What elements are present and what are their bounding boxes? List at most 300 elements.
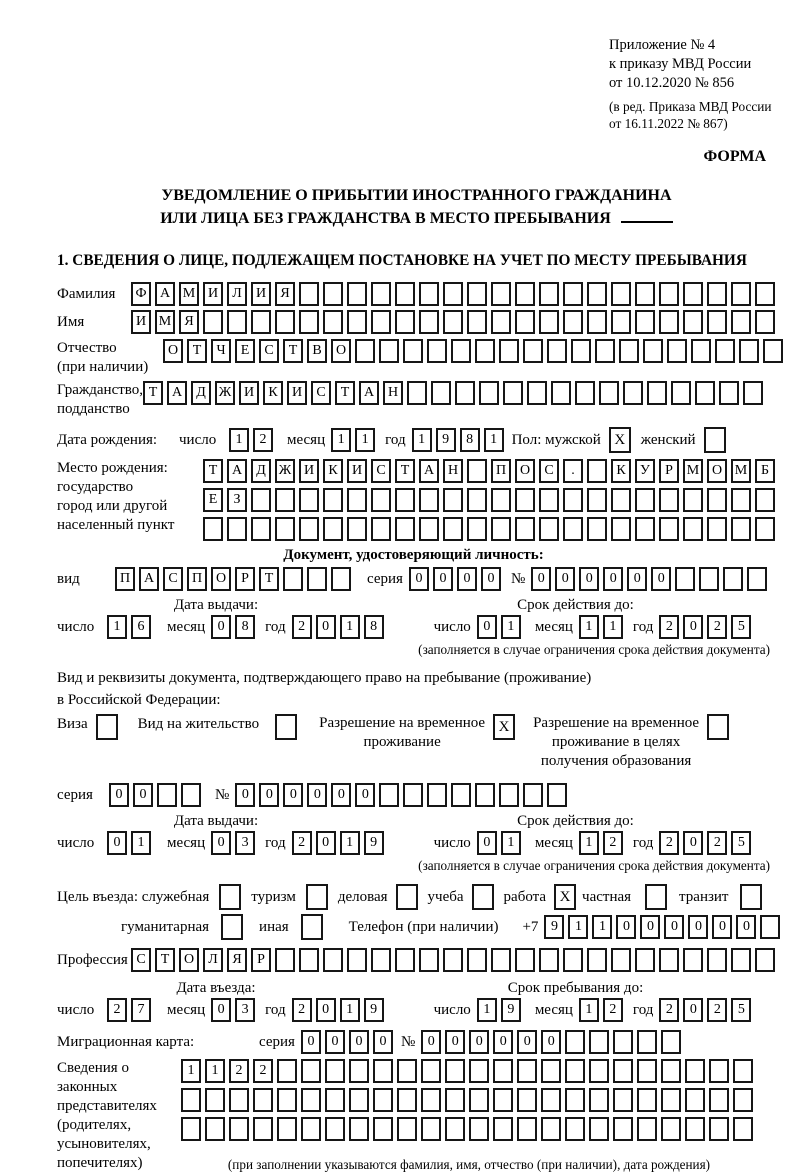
doc-issue-day-box[interactable]: 6 (131, 615, 151, 639)
doc-type-box[interactable]: П (115, 567, 135, 591)
patronymic-box[interactable]: С (259, 339, 279, 363)
surname-box[interactable] (299, 282, 319, 306)
surname-box[interactable] (683, 282, 703, 306)
firstname-box[interactable] (395, 310, 415, 334)
guardians-box[interactable] (637, 1088, 657, 1112)
birthplace-box[interactable] (251, 517, 271, 541)
birthplace-box[interactable]: А (419, 459, 439, 483)
resid-valid-year-box[interactable]: 5 (731, 831, 751, 855)
patronymic-box[interactable] (547, 339, 567, 363)
firstname-box[interactable] (611, 310, 631, 334)
doc-valid-day-box[interactable]: 1 (501, 615, 521, 639)
guardians-box[interactable] (301, 1117, 321, 1141)
birthplace-box[interactable] (539, 488, 559, 512)
purpose-humanitarian-checkbox[interactable] (221, 914, 243, 940)
birthplace-box[interactable]: Т (395, 459, 415, 483)
guardians-box[interactable] (445, 1088, 465, 1112)
citizenship-box[interactable] (599, 381, 619, 405)
guardians-box[interactable] (517, 1088, 537, 1112)
patronymic-box[interactable] (763, 339, 783, 363)
firstname-box[interactable] (275, 310, 295, 334)
patronymic-box[interactable] (571, 339, 591, 363)
profession-box[interactable] (683, 948, 703, 972)
firstname-box[interactable]: М (155, 310, 175, 334)
resid-valid-month-box[interactable]: 1 (579, 831, 599, 855)
firstname-box[interactable] (419, 310, 439, 334)
citizenship-box[interactable] (407, 381, 427, 405)
guardians-box[interactable] (253, 1088, 273, 1112)
citizenship-box[interactable]: С (311, 381, 331, 405)
migration-number-box[interactable] (589, 1030, 609, 1054)
doc-valid-year-box[interactable]: 0 (683, 615, 703, 639)
birthplace-box[interactable] (611, 517, 631, 541)
surname-box[interactable] (371, 282, 391, 306)
migration-number-box[interactable] (565, 1030, 585, 1054)
doc-number-box[interactable]: 0 (651, 567, 671, 591)
birthplace-box[interactable] (587, 488, 607, 512)
doc-valid-month-box[interactable]: 1 (579, 615, 599, 639)
doc-number-box[interactable]: 0 (531, 567, 551, 591)
guardians-box[interactable] (709, 1088, 729, 1112)
guardians-box[interactable] (229, 1088, 249, 1112)
guardians-box[interactable]: 2 (229, 1059, 249, 1083)
birthplace-box[interactable]: Б (755, 459, 775, 483)
birthplace-box[interactable] (563, 488, 583, 512)
guardians-box[interactable] (661, 1059, 681, 1083)
firstname-box[interactable] (371, 310, 391, 334)
firstname-box[interactable] (587, 310, 607, 334)
guardians-box[interactable] (565, 1059, 585, 1083)
migration-number-box[interactable]: 0 (445, 1030, 465, 1054)
patronymic-box[interactable] (619, 339, 639, 363)
birthplace-box[interactable] (443, 517, 463, 541)
profession-box[interactable] (467, 948, 487, 972)
resid-series-box[interactable] (157, 783, 177, 807)
profession-box[interactable] (611, 948, 631, 972)
profession-box[interactable] (419, 948, 439, 972)
guardians-box[interactable] (373, 1117, 393, 1141)
patronymic-box[interactable] (379, 339, 399, 363)
guardians-box[interactable] (733, 1117, 753, 1141)
guardians-box[interactable] (613, 1059, 633, 1083)
citizenship-box[interactable]: Т (335, 381, 355, 405)
migration-series-box[interactable]: 0 (349, 1030, 369, 1054)
birthplace-box[interactable] (371, 488, 391, 512)
phone-box[interactable]: 0 (640, 915, 660, 939)
doc-issue-day-box[interactable]: 1 (107, 615, 127, 639)
guardians-box[interactable] (469, 1117, 489, 1141)
birthplace-box[interactable]: О (707, 459, 727, 483)
guardians-box[interactable] (517, 1117, 537, 1141)
guardians-box[interactable] (397, 1059, 417, 1083)
surname-box[interactable]: Я (275, 282, 295, 306)
birthplace-box[interactable] (587, 517, 607, 541)
phone-box[interactable]: 0 (712, 915, 732, 939)
birthplace-box[interactable]: С (371, 459, 391, 483)
patronymic-box[interactable]: Т (283, 339, 303, 363)
birthplace-box[interactable]: З (227, 488, 247, 512)
birthplace-box[interactable] (635, 517, 655, 541)
temp-residence-education-checkbox[interactable] (707, 714, 729, 740)
firstname-box[interactable] (707, 310, 727, 334)
profession-box[interactable] (731, 948, 751, 972)
doc-type-box[interactable]: Р (235, 567, 255, 591)
birthplace-box[interactable] (203, 517, 223, 541)
guardians-box[interactable] (397, 1088, 417, 1112)
doc-type-box[interactable]: Т (259, 567, 279, 591)
doc-series-box[interactable]: 0 (409, 567, 429, 591)
stay-year-box[interactable]: 2 (659, 998, 679, 1022)
phone-box[interactable]: 0 (616, 915, 636, 939)
surname-box[interactable] (419, 282, 439, 306)
birthplace-box[interactable] (755, 488, 775, 512)
firstname-box[interactable] (347, 310, 367, 334)
firstname-box[interactable] (227, 310, 247, 334)
citizenship-box[interactable] (575, 381, 595, 405)
surname-box[interactable] (635, 282, 655, 306)
patronymic-box[interactable] (499, 339, 519, 363)
guardians-box[interactable] (205, 1088, 225, 1112)
profession-box[interactable] (563, 948, 583, 972)
birth-year-box[interactable]: 8 (460, 428, 480, 452)
migration-series-box[interactable]: 0 (373, 1030, 393, 1054)
birthplace-box[interactable] (251, 488, 271, 512)
doc-valid-month-box[interactable]: 1 (603, 615, 623, 639)
entry-day-box[interactable]: 7 (131, 998, 151, 1022)
doc-type-box[interactable] (307, 567, 327, 591)
doc-issue-year-box[interactable]: 8 (364, 615, 384, 639)
doc-valid-year-box[interactable]: 2 (659, 615, 679, 639)
birthplace-box[interactable]: М (683, 459, 703, 483)
firstname-box[interactable] (491, 310, 511, 334)
citizenship-box[interactable] (527, 381, 547, 405)
guardians-box[interactable] (421, 1088, 441, 1112)
guardians-box[interactable] (685, 1117, 705, 1141)
guardians-box[interactable] (253, 1117, 273, 1141)
citizenship-box[interactable]: Н (383, 381, 403, 405)
guardians-box[interactable] (181, 1088, 201, 1112)
doc-number-box[interactable] (747, 567, 767, 591)
doc-series-box[interactable]: 0 (433, 567, 453, 591)
birthplace-box[interactable]: Д (251, 459, 271, 483)
surname-box[interactable]: А (155, 282, 175, 306)
resid-series-box[interactable]: 0 (109, 783, 129, 807)
guardians-box[interactable] (493, 1059, 513, 1083)
guardians-box[interactable]: 2 (253, 1059, 273, 1083)
patronymic-box[interactable] (643, 339, 663, 363)
phone-box[interactable]: 1 (568, 915, 588, 939)
citizenship-box[interactable] (671, 381, 691, 405)
citizenship-box[interactable]: Т (143, 381, 163, 405)
birthplace-box[interactable]: С (539, 459, 559, 483)
firstname-box[interactable] (683, 310, 703, 334)
guardians-box[interactable] (349, 1088, 369, 1112)
firstname-box[interactable] (251, 310, 271, 334)
citizenship-box[interactable]: Д (191, 381, 211, 405)
stay-day-box[interactable]: 9 (501, 998, 521, 1022)
profession-box[interactable] (707, 948, 727, 972)
resid-number-box[interactable] (379, 783, 399, 807)
phone-box[interactable]: 0 (664, 915, 684, 939)
surname-box[interactable] (587, 282, 607, 306)
profession-box[interactable] (371, 948, 391, 972)
birthplace-box[interactable] (491, 517, 511, 541)
doc-series-box[interactable]: 0 (481, 567, 501, 591)
guardians-box[interactable] (565, 1117, 585, 1141)
patronymic-box[interactable]: О (163, 339, 183, 363)
guardians-box[interactable] (541, 1088, 561, 1112)
profession-box[interactable] (515, 948, 535, 972)
guardians-box[interactable] (349, 1117, 369, 1141)
profession-box[interactable] (443, 948, 463, 972)
doc-type-box[interactable]: С (163, 567, 183, 591)
guardians-box[interactable] (181, 1117, 201, 1141)
patronymic-box[interactable] (451, 339, 471, 363)
migration-number-box[interactable] (637, 1030, 657, 1054)
migration-number-box[interactable]: 0 (493, 1030, 513, 1054)
doc-number-box[interactable]: 0 (627, 567, 647, 591)
birthplace-box[interactable] (395, 488, 415, 512)
guardians-box[interactable] (421, 1059, 441, 1083)
guardians-box[interactable]: 1 (181, 1059, 201, 1083)
resid-number-box[interactable]: 0 (235, 783, 255, 807)
patronymic-box[interactable]: Е (235, 339, 255, 363)
birthplace-box[interactable] (563, 517, 583, 541)
guardians-box[interactable] (301, 1088, 321, 1112)
doc-type-box[interactable] (331, 567, 351, 591)
firstname-box[interactable] (635, 310, 655, 334)
guardians-box[interactable]: 1 (205, 1059, 225, 1083)
profession-box[interactable]: Т (155, 948, 175, 972)
citizenship-box[interactable] (431, 381, 451, 405)
citizenship-box[interactable] (623, 381, 643, 405)
surname-box[interactable]: И (203, 282, 223, 306)
purpose-official-checkbox[interactable] (219, 884, 241, 910)
resid-series-box[interactable] (181, 783, 201, 807)
entry-year-box[interactable]: 2 (292, 998, 312, 1022)
birthplace-box[interactable] (539, 517, 559, 541)
birthplace-box[interactable] (227, 517, 247, 541)
resid-number-box[interactable] (427, 783, 447, 807)
guardians-box[interactable] (709, 1117, 729, 1141)
guardians-box[interactable] (205, 1117, 225, 1141)
patronymic-box[interactable] (403, 339, 423, 363)
surname-box[interactable] (755, 282, 775, 306)
firstname-box[interactable] (323, 310, 343, 334)
resid-number-box[interactable]: 0 (283, 783, 303, 807)
patronymic-box[interactable] (739, 339, 759, 363)
entry-year-box[interactable]: 1 (340, 998, 360, 1022)
birthplace-box[interactable] (707, 517, 727, 541)
guardians-box[interactable] (493, 1088, 513, 1112)
birthplace-box[interactable] (347, 517, 367, 541)
citizenship-box[interactable]: И (239, 381, 259, 405)
patronymic-box[interactable] (427, 339, 447, 363)
birthplace-box[interactable]: К (323, 459, 343, 483)
surname-box[interactable] (515, 282, 535, 306)
birth-year-box[interactable]: 1 (412, 428, 432, 452)
birthplace-box[interactable]: М (731, 459, 751, 483)
surname-box[interactable]: Л (227, 282, 247, 306)
guardians-box[interactable] (397, 1117, 417, 1141)
birthplace-box[interactable] (275, 517, 295, 541)
birthplace-box[interactable] (467, 488, 487, 512)
birth-year-box[interactable]: 1 (484, 428, 504, 452)
profession-box[interactable] (323, 948, 343, 972)
residence-permit-checkbox[interactable] (275, 714, 297, 740)
resid-valid-year-box[interactable]: 2 (659, 831, 679, 855)
guardians-box[interactable] (709, 1059, 729, 1083)
birth-month-box[interactable]: 1 (355, 428, 375, 452)
purpose-transit-checkbox[interactable] (740, 884, 762, 910)
patronymic-box[interactable] (691, 339, 711, 363)
guardians-box[interactable] (541, 1117, 561, 1141)
patronymic-box[interactable]: О (331, 339, 351, 363)
guardians-box[interactable] (613, 1117, 633, 1141)
profession-box[interactable]: Л (203, 948, 223, 972)
birthplace-box[interactable] (755, 517, 775, 541)
resid-series-box[interactable]: 0 (133, 783, 153, 807)
birthplace-box[interactable] (299, 517, 319, 541)
profession-box[interactable] (275, 948, 295, 972)
patronymic-box[interactable]: Ч (211, 339, 231, 363)
entry-year-box[interactable]: 0 (316, 998, 336, 1022)
purpose-study-checkbox[interactable] (472, 884, 494, 910)
birth-day-box[interactable]: 2 (253, 428, 273, 452)
doc-type-box[interactable]: П (187, 567, 207, 591)
guardians-box[interactable] (349, 1059, 369, 1083)
birthplace-box[interactable] (491, 488, 511, 512)
surname-box[interactable] (563, 282, 583, 306)
guardians-box[interactable] (589, 1088, 609, 1112)
phone-box[interactable]: 0 (688, 915, 708, 939)
citizenship-box[interactable]: К (263, 381, 283, 405)
guardians-box[interactable] (589, 1059, 609, 1083)
doc-number-box[interactable] (699, 567, 719, 591)
birthplace-box[interactable] (371, 517, 391, 541)
surname-box[interactable] (395, 282, 415, 306)
resid-number-box[interactable]: 0 (355, 783, 375, 807)
resid-number-box[interactable] (403, 783, 423, 807)
doc-issue-year-box[interactable]: 1 (340, 615, 360, 639)
resid-valid-month-box[interactable]: 2 (603, 831, 623, 855)
surname-box[interactable] (347, 282, 367, 306)
guardians-box[interactable] (637, 1059, 657, 1083)
firstname-box[interactable] (755, 310, 775, 334)
guardians-box[interactable] (517, 1059, 537, 1083)
profession-box[interactable] (539, 948, 559, 972)
patronymic-box[interactable] (523, 339, 543, 363)
surname-box[interactable] (659, 282, 679, 306)
birthplace-box[interactable] (443, 488, 463, 512)
guardians-box[interactable] (229, 1117, 249, 1141)
guardians-box[interactable] (733, 1088, 753, 1112)
phone-box[interactable] (760, 915, 780, 939)
resid-number-box[interactable] (451, 783, 471, 807)
profession-box[interactable] (659, 948, 679, 972)
citizenship-box[interactable]: И (287, 381, 307, 405)
birthplace-box[interactable]: А (227, 459, 247, 483)
resid-valid-year-box[interactable]: 0 (683, 831, 703, 855)
profession-box[interactable] (347, 948, 367, 972)
guardians-box[interactable] (277, 1088, 297, 1112)
gender-male-checkbox[interactable]: X (609, 427, 631, 453)
citizenship-box[interactable] (551, 381, 571, 405)
entry-month-box[interactable]: 3 (235, 998, 255, 1022)
resid-valid-year-box[interactable]: 2 (707, 831, 727, 855)
purpose-work-checkbox[interactable]: X (554, 884, 576, 910)
profession-box[interactable]: Р (251, 948, 271, 972)
purpose-private-checkbox[interactable] (645, 884, 667, 910)
birthplace-box[interactable]: Т (203, 459, 223, 483)
resid-issue-day-box[interactable]: 1 (131, 831, 151, 855)
purpose-other-checkbox[interactable] (301, 914, 323, 940)
profession-box[interactable] (587, 948, 607, 972)
doc-number-box[interactable] (675, 567, 695, 591)
resid-issue-day-box[interactable]: 0 (107, 831, 127, 855)
citizenship-box[interactable]: Ж (215, 381, 235, 405)
birthplace-box[interactable]: Н (443, 459, 463, 483)
guardians-box[interactable] (421, 1117, 441, 1141)
firstname-box[interactable]: И (131, 310, 151, 334)
resid-number-box[interactable]: 0 (307, 783, 327, 807)
guardians-box[interactable] (373, 1059, 393, 1083)
migration-series-box[interactable]: 0 (325, 1030, 345, 1054)
firstname-box[interactable] (731, 310, 751, 334)
patronymic-box[interactable] (355, 339, 375, 363)
migration-number-box[interactable]: 0 (469, 1030, 489, 1054)
profession-box[interactable]: О (179, 948, 199, 972)
birthplace-box[interactable]: И (299, 459, 319, 483)
stay-month-box[interactable]: 1 (579, 998, 599, 1022)
profession-box[interactable]: Я (227, 948, 247, 972)
birthplace-box[interactable] (323, 517, 343, 541)
birthplace-box[interactable] (683, 517, 703, 541)
citizenship-box[interactable] (743, 381, 763, 405)
birthplace-box[interactable]: . (563, 459, 583, 483)
firstname-box[interactable] (539, 310, 559, 334)
citizenship-box[interactable] (647, 381, 667, 405)
guardians-box[interactable] (469, 1059, 489, 1083)
birthplace-box[interactable] (611, 488, 631, 512)
profession-box[interactable] (299, 948, 319, 972)
gender-female-checkbox[interactable] (704, 427, 726, 453)
firstname-box[interactable] (659, 310, 679, 334)
surname-box[interactable] (443, 282, 463, 306)
guardians-box[interactable] (565, 1088, 585, 1112)
surname-box[interactable] (731, 282, 751, 306)
entry-month-box[interactable]: 0 (211, 998, 231, 1022)
profession-box[interactable] (395, 948, 415, 972)
patronymic-box[interactable] (475, 339, 495, 363)
resid-number-box[interactable] (547, 783, 567, 807)
birthplace-box[interactable] (299, 488, 319, 512)
resid-number-box[interactable]: 0 (259, 783, 279, 807)
birthplace-box[interactable] (731, 517, 751, 541)
birthplace-box[interactable] (419, 517, 439, 541)
guardians-box[interactable] (445, 1059, 465, 1083)
stay-day-box[interactable]: 1 (477, 998, 497, 1022)
doc-type-box[interactable]: А (139, 567, 159, 591)
firstname-box[interactable] (515, 310, 535, 334)
birthplace-box[interactable] (419, 488, 439, 512)
profession-box[interactable] (635, 948, 655, 972)
resid-issue-month-box[interactable]: 3 (235, 831, 255, 855)
guardians-box[interactable] (613, 1088, 633, 1112)
birthplace-box[interactable] (323, 488, 343, 512)
purpose-tourism-checkbox[interactable] (306, 884, 328, 910)
birthplace-box[interactable] (659, 488, 679, 512)
